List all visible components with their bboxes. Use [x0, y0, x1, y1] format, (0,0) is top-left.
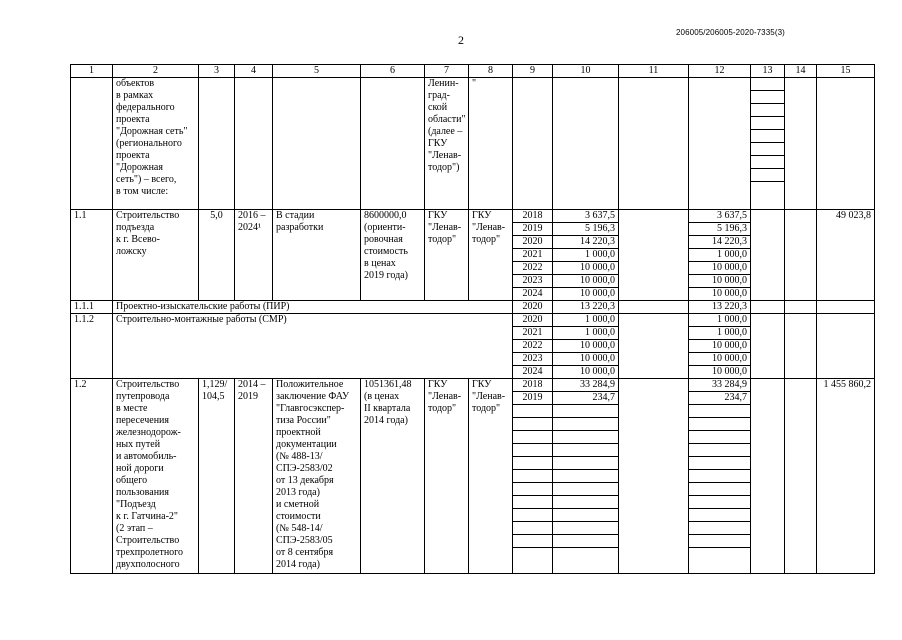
year: 2021: [513, 249, 552, 262]
total-value: 13 220,3: [553, 301, 619, 314]
year: 2024: [522, 366, 543, 377]
regional-value: 14 220,3: [689, 236, 750, 249]
total-value: 1 000,0: [553, 249, 618, 262]
year: 2023: [513, 275, 552, 288]
object-name: Строительство путепровода в месте пересечения железнодорож- ных путей и автомобиль- ной дороги общего пользования "Подъезд к г. Гатчина-2" (2 этап – Строительство трехпролетного двухполосного: [113, 379, 199, 574]
page-number: 2: [458, 33, 464, 47]
regional-value: 10 000,0: [689, 353, 750, 366]
total-value: 3 637,5: [553, 210, 618, 223]
customer: Ленин- град- ской области" (далее – ГКУ "Ленав- тодор"): [425, 78, 469, 210]
customer: ГКУ "Ленав- тодор": [425, 210, 469, 301]
year: 2019: [513, 392, 552, 405]
total-value: 10 000,0: [553, 275, 618, 288]
col-header: 4: [235, 65, 273, 78]
regional-value: 1 000,0: [689, 249, 750, 262]
col-header: 14: [785, 65, 817, 78]
regional-value: 234,7: [689, 392, 750, 405]
col-header: 10: [553, 65, 619, 78]
documentation-status: Положительное заключение ФАУ "Главгосэкспер- тиза России" проектной документации (№ 488-13/ СПЭ-2583/02 от 13 декабря 2013 года) и сметной стоимости (№ 548-14/ СПЭ-2583/05 от 8 сентября 2014 года): [273, 379, 361, 574]
row-number: 1.2: [71, 379, 113, 574]
year: 2022: [513, 340, 552, 353]
regional-value: 1 000,0: [689, 314, 750, 327]
estimated-cost: 1051361,48 (в ценах II квартала 2014 года): [361, 379, 425, 574]
table-row-1-1-2: [71, 314, 875, 379]
regional-value: 1 000,0: [689, 327, 750, 340]
year: 2019: [513, 223, 552, 236]
col-header: 1: [71, 65, 113, 78]
regional-value: 33 284,9: [689, 379, 750, 392]
column-number-row: [71, 65, 875, 78]
year: 2022: [513, 262, 552, 275]
total-value: 33 284,9: [553, 379, 618, 392]
total-value: 10 000,0: [553, 340, 618, 353]
col-header: 15: [817, 65, 875, 78]
regional-value: 3 637,5: [689, 210, 750, 223]
document-id: 206005/206005-2020-7335(3): [676, 28, 785, 37]
total-cost: 49 023,8: [817, 210, 875, 301]
regional-value: 10 000,0: [689, 340, 750, 353]
total-value: 10 000,0: [553, 353, 618, 366]
total-value: 10 000,0: [580, 288, 615, 299]
total-value: 10 000,0: [553, 262, 618, 275]
regional-value: 10 000,0: [689, 275, 750, 288]
period: 2016 – 2024¹: [235, 210, 273, 301]
regional-value: 10 000,0: [712, 288, 747, 299]
estimated-cost: 8600000,0 (ориенти- ровочная стоимость в ценах 2019 года): [361, 210, 425, 301]
year: 2023: [513, 353, 552, 366]
col-header: 9: [513, 65, 553, 78]
table-row-1-1-1: [71, 301, 875, 314]
total-cost: 1 455 860,2: [817, 379, 875, 574]
customer: ГКУ "Ленав- тодор": [425, 379, 469, 574]
table-row-1-1: [71, 210, 875, 301]
total-value: 10 000,0: [580, 366, 615, 377]
total-value: 1 000,0: [553, 327, 618, 340]
documentation-status: В стадии разработки: [273, 210, 361, 301]
year: 2018: [513, 210, 552, 223]
row-number: 1.1.2: [71, 314, 113, 379]
developer: ГКУ "Ленав- тодор": [469, 210, 513, 301]
year: 2024: [522, 288, 543, 299]
year: 2021: [513, 327, 552, 340]
table-row-continuation: [71, 78, 875, 210]
regional-value: 13 220,3: [689, 301, 751, 314]
regional-value: 10 000,0: [689, 262, 750, 275]
total-value: 5 196,3: [553, 223, 618, 236]
budget-table: [70, 64, 875, 574]
col-header: 2: [113, 65, 199, 78]
row-number: 1.1: [71, 210, 113, 301]
developer: ": [469, 78, 513, 210]
col-header: 11: [619, 65, 689, 78]
capacity: 1,129/ 104,5: [199, 379, 235, 574]
year: 2018: [513, 379, 552, 392]
col-header: 5: [273, 65, 361, 78]
col-header: 7: [425, 65, 469, 78]
capacity: 5,0: [199, 210, 235, 301]
total-value: 234,7: [553, 392, 618, 405]
work-type-label: Проектно-изыскательские работы (ПИР): [113, 301, 513, 314]
regional-value: 10 000,0: [712, 366, 747, 377]
col-header: 8: [469, 65, 513, 78]
regional-value: 5 196,3: [689, 223, 750, 236]
period: 2014 – 2019: [235, 379, 273, 574]
object-name: Строительство подъезда к г. Всево- ложску: [113, 210, 199, 301]
col-header: 3: [199, 65, 235, 78]
row-number: 1.1.1: [71, 301, 113, 314]
col-header: 13: [751, 65, 785, 78]
col-header: 12: [689, 65, 751, 78]
object-name: объектов в рамках федерального проекта "Дорожная сеть" (регионального проекта "Дорожная сеть") – всего, в том числе:: [113, 78, 199, 210]
total-value: 14 220,3: [553, 236, 618, 249]
year: 2020: [513, 236, 552, 249]
year: 2020: [513, 314, 552, 327]
col-header: 6: [361, 65, 425, 78]
developer: ГКУ "Ленав- тодор": [469, 379, 513, 574]
work-type-label: Строительно-монтажные работы (СМР): [113, 314, 513, 379]
year: 2020: [513, 301, 553, 314]
total-value: 1 000,0: [553, 314, 618, 327]
table-row-1-2: [71, 379, 875, 574]
